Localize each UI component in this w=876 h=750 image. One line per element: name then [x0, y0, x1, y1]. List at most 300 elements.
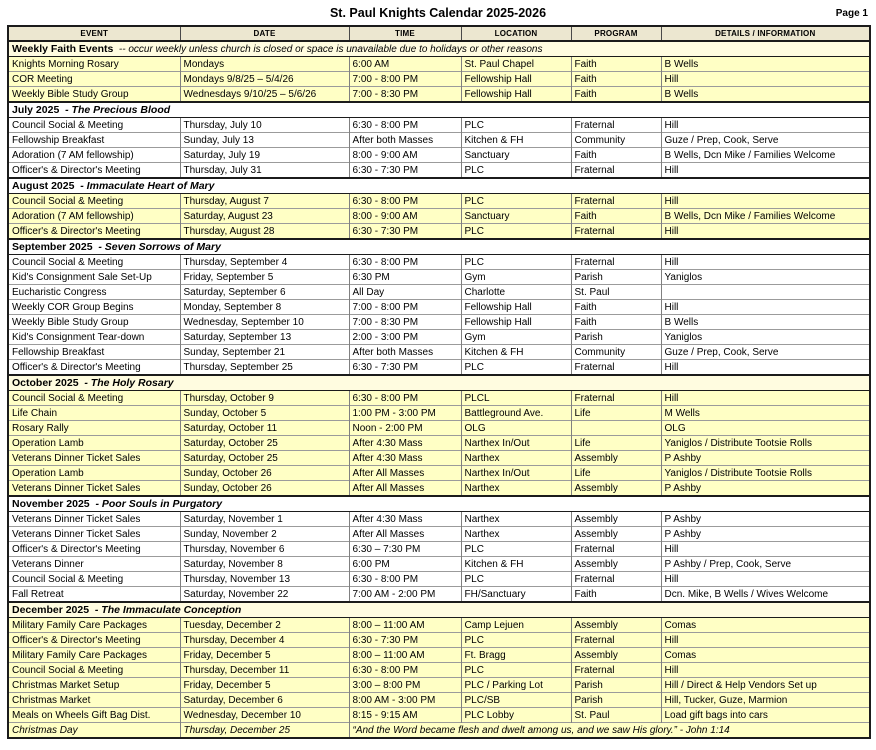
cell-event: Officer's & Director's Meeting	[8, 542, 180, 557]
column-header-program: PROGRAM	[571, 26, 661, 41]
cell-program: St. Paul	[571, 708, 661, 723]
section-title: December 2025	[12, 603, 90, 616]
cell-location: St. Paul Chapel	[461, 57, 571, 72]
cell-date: Thursday, December 11	[180, 663, 349, 678]
cell-date: Saturday, September 6	[180, 285, 349, 300]
cell-location: Sanctuary	[461, 209, 571, 224]
event-row	[8, 421, 870, 436]
cell-program: Fraternal	[571, 255, 661, 270]
cell-details: Hill	[661, 663, 870, 678]
event-row	[8, 270, 870, 285]
cell-location: PLC	[461, 194, 571, 209]
cell-program: Fraternal	[571, 163, 661, 179]
cell-location: PLC/SB	[461, 693, 571, 708]
cell-time: 6:30 - 8:00 PM	[349, 255, 461, 270]
cell-location: Battleground Ave.	[461, 406, 571, 421]
cell-time: 8:00 – 11:00 AM	[349, 648, 461, 663]
event-row	[8, 693, 870, 708]
cell-event: Fall Retreat	[8, 587, 180, 603]
cell-location: Narthex	[461, 481, 571, 497]
cell-event: Fellowship Breakfast	[8, 345, 180, 360]
cell-location: Narthex	[461, 527, 571, 542]
cell-date: Saturday, October 25	[180, 436, 349, 451]
event-row	[8, 436, 870, 451]
cell-location: Camp Lejuen	[461, 618, 571, 633]
cell-event: Weekly COR Group Begins	[8, 300, 180, 315]
cell-details: Yaniglos	[661, 270, 870, 285]
cell-event: Veterans Dinner Ticket Sales	[8, 527, 180, 542]
cell-event: Veterans Dinner Ticket Sales	[8, 512, 180, 527]
section-title: August 2025	[12, 179, 75, 192]
cell-details: Hill	[661, 255, 870, 270]
section-header-row	[8, 178, 870, 194]
cell-details: Hill	[661, 300, 870, 315]
event-row	[8, 194, 870, 209]
event-row	[8, 451, 870, 466]
section-header-cell	[8, 375, 870, 391]
cell-details: Hill	[661, 572, 870, 587]
cell-details: B Wells	[661, 315, 870, 330]
cell-event: Council Social & Meeting	[8, 572, 180, 587]
cell-program: Faith	[571, 300, 661, 315]
cell-event: COR Meeting	[8, 72, 180, 87]
event-row	[8, 663, 870, 678]
cell-event: Council Social & Meeting	[8, 194, 180, 209]
event-row	[8, 300, 870, 315]
cell-program: Fraternal	[571, 633, 661, 648]
cell-time: After All Masses	[349, 466, 461, 481]
event-row	[8, 345, 870, 360]
cell-date: Saturday, October 11	[180, 421, 349, 436]
cell-date: Thursday, November 13	[180, 572, 349, 587]
section-subtitle: - The Immaculate Conception	[89, 603, 242, 616]
cell-time: 7:00 AM - 2:00 PM	[349, 587, 461, 603]
cell-event: Veterans Dinner Ticket Sales	[8, 481, 180, 497]
event-row	[8, 285, 870, 300]
section-header-cell	[8, 102, 870, 118]
cell-location: PLC	[461, 163, 571, 179]
cell-date: Tuesday, December 2	[180, 618, 349, 633]
cell-time: After 4:30 Mass	[349, 436, 461, 451]
event-row	[8, 224, 870, 240]
cell-details: Load gift bags into cars	[661, 708, 870, 723]
cell-location: Fellowship Hall	[461, 315, 571, 330]
cell-program: Assembly	[571, 481, 661, 497]
cell-time: After both Masses	[349, 345, 461, 360]
cell-details: P Ashby	[661, 527, 870, 542]
page-header	[0, 0, 876, 25]
cell-date: Thursday, July 31	[180, 163, 349, 179]
cell-date: Saturday, September 13	[180, 330, 349, 345]
page-number-label: Page 1	[835, 8, 868, 19]
cell-program: Fraternal	[571, 391, 661, 406]
cell-location: Ft. Bragg	[461, 648, 571, 663]
cell-date: Mondays	[180, 57, 349, 72]
cell-event: Christmas Market	[8, 693, 180, 708]
event-row	[8, 315, 870, 330]
cell-date: Saturday, November 22	[180, 587, 349, 603]
cell-program: Community	[571, 345, 661, 360]
cell-event: Officer's & Director's Meeting	[8, 360, 180, 376]
cell-program: Life	[571, 466, 661, 481]
cell-location: PLC	[461, 255, 571, 270]
cell-location: Charlotte	[461, 285, 571, 300]
cell-time: 6:30 - 7:30 PM	[349, 163, 461, 179]
cell-time: 6:30 - 7:30 PM	[349, 224, 461, 240]
cell-details: B Wells	[661, 87, 870, 103]
cell-location: PLC	[461, 224, 571, 240]
cell-location: PLC	[461, 360, 571, 376]
cell-location: FH/Sanctuary	[461, 587, 571, 603]
event-row	[8, 391, 870, 406]
event-row	[8, 163, 870, 179]
cell-time: 8:00 - 9:00 AM	[349, 209, 461, 224]
cell-event: Life Chain	[8, 406, 180, 421]
cell-details: Hill	[661, 72, 870, 87]
section-header-row	[8, 41, 870, 57]
cell-date: Thursday, September 4	[180, 255, 349, 270]
cell-program	[571, 421, 661, 436]
cell-program: Faith	[571, 209, 661, 224]
cell-location: PLCL	[461, 391, 571, 406]
cell-location: Fellowship Hall	[461, 72, 571, 87]
cell-event: Operation Lamb	[8, 436, 180, 451]
cell-event: Veterans Dinner	[8, 557, 180, 572]
column-header-row	[8, 26, 870, 41]
section-title: July 2025	[12, 103, 60, 116]
event-row	[8, 557, 870, 572]
cell-date: Saturday, July 19	[180, 148, 349, 163]
event-row	[8, 678, 870, 693]
cell-location: Narthex	[461, 451, 571, 466]
cell-event: Council Social & Meeting	[8, 391, 180, 406]
cell-time: 6:30 - 7:30 PM	[349, 633, 461, 648]
cell-date: Thursday, December 4	[180, 633, 349, 648]
cell-location: PLC / Parking Lot	[461, 678, 571, 693]
event-row	[8, 542, 870, 557]
cell-program: Assembly	[571, 451, 661, 466]
cell-date: Sunday, October 26	[180, 466, 349, 481]
cell-program: Fraternal	[571, 224, 661, 240]
cell-event: Operation Lamb	[8, 466, 180, 481]
cell-details: Hill	[661, 163, 870, 179]
cell-details: OLG	[661, 421, 870, 436]
event-row	[8, 648, 870, 663]
cell-program: Parish	[571, 693, 661, 708]
event-row	[8, 72, 870, 87]
section-header-row	[8, 496, 870, 512]
cell-time: 6:30 - 8:00 PM	[349, 663, 461, 678]
cell-event: Officer's & Director's Meeting	[8, 224, 180, 240]
section-header-row	[8, 102, 870, 118]
cell-location: Narthex In/Out	[461, 466, 571, 481]
cell-program: Assembly	[571, 648, 661, 663]
cell-time: 7:00 - 8:00 PM	[349, 300, 461, 315]
cell-program: Life	[571, 436, 661, 451]
cell-location: PLC	[461, 663, 571, 678]
cell-details: Hill	[661, 118, 870, 133]
cell-event: Council Social & Meeting	[8, 663, 180, 678]
cell-location: PLC	[461, 633, 571, 648]
cell-details: Hill	[661, 542, 870, 557]
cell-date: Sunday, July 13	[180, 133, 349, 148]
column-header-date: DATE	[180, 26, 349, 41]
event-row	[8, 330, 870, 345]
cell-location: Gym	[461, 270, 571, 285]
event-row	[8, 466, 870, 481]
cell-date: Thursday, October 9	[180, 391, 349, 406]
cell-date: Saturday, November 8	[180, 557, 349, 572]
cell-location: Gym	[461, 330, 571, 345]
cell-program: Faith	[571, 57, 661, 72]
cell-location: PLC Lobby	[461, 708, 571, 723]
cell-date: Friday, September 5	[180, 270, 349, 285]
cell-time: All Day	[349, 285, 461, 300]
cell-time: 6:30 - 7:30 PM	[349, 360, 461, 376]
cell-program: Parish	[571, 270, 661, 285]
cell-event: Christmas Market Setup	[8, 678, 180, 693]
section-header-cell	[8, 41, 870, 57]
cell-details: Guze / Prep, Cook, Serve	[661, 345, 870, 360]
column-header-time: TIME	[349, 26, 461, 41]
cell-location: Fellowship Hall	[461, 300, 571, 315]
event-row	[8, 708, 870, 723]
cell-details: Dcn. Mike, B Wells / Wives Welcome	[661, 587, 870, 603]
cell-date: Friday, December 5	[180, 678, 349, 693]
event-row	[8, 118, 870, 133]
cell-program: Faith	[571, 587, 661, 603]
cell-program: Fraternal	[571, 360, 661, 376]
cell-details: Yaniglos / Distribute Tootsie Rolls	[661, 466, 870, 481]
cell-time: After 4:30 Mass	[349, 512, 461, 527]
event-row	[8, 57, 870, 72]
section-note: -- occur weekly unless church is closed or space is unavailable due to holidays or other reasons	[113, 43, 543, 55]
cell-date: Wednesday, September 10	[180, 315, 349, 330]
event-row	[8, 148, 870, 163]
cell-program: Fraternal	[571, 118, 661, 133]
cell-details: P Ashby	[661, 481, 870, 497]
cell-date: Wednesdays 9/10/25 – 5/6/26	[180, 87, 349, 103]
cell-program: Parish	[571, 330, 661, 345]
cell-date: Sunday, October 5	[180, 406, 349, 421]
cell-details: Yaniglos / Distribute Tootsie Rolls	[661, 436, 870, 451]
cell-event: Adoration (7 AM fellowship)	[8, 148, 180, 163]
cell-time: Noon - 2:00 PM	[349, 421, 461, 436]
calendar-table	[7, 25, 871, 739]
cell-location: PLC	[461, 542, 571, 557]
cell-date: Saturday, October 25	[180, 451, 349, 466]
section-title: Weekly Faith Events	[12, 42, 114, 55]
section-header-cell	[8, 496, 870, 512]
page-title: St. Paul Knights Calendar 2025-2026	[329, 6, 547, 20]
cell-time: 6:30 – 7:30 PM	[349, 542, 461, 557]
section-header-row	[8, 602, 870, 618]
cell-program: Parish	[571, 678, 661, 693]
event-row	[8, 723, 870, 739]
cell-time: After 4:30 Mass	[349, 451, 461, 466]
cell-time: 6:30 PM	[349, 270, 461, 285]
cell-event: Adoration (7 AM fellowship)	[8, 209, 180, 224]
event-row	[8, 572, 870, 587]
cell-date: Thursday, August 28	[180, 224, 349, 240]
cell-details: Hill	[661, 391, 870, 406]
cell-event: Kid's Consignment Sale Set-Up	[8, 270, 180, 285]
cell-details: Hill	[661, 224, 870, 240]
cell-date: Thursday, July 10	[180, 118, 349, 133]
cell-event: Weekly Bible Study Group	[8, 315, 180, 330]
cell-time: 8:00 AM - 3:00 PM	[349, 693, 461, 708]
cell-time: 6:00 PM	[349, 557, 461, 572]
cell-time: 6:30 - 8:00 PM	[349, 391, 461, 406]
cell-event: Military Family Care Packages	[8, 618, 180, 633]
cell-details: P Ashby	[661, 451, 870, 466]
column-header-location: LOCATION	[461, 26, 571, 41]
event-row	[8, 133, 870, 148]
cell-details: Guze / Prep, Cook, Serve	[661, 133, 870, 148]
cell-date: Saturday, November 1	[180, 512, 349, 527]
event-row	[8, 87, 870, 103]
cell-event: Knights Morning Rosary	[8, 57, 180, 72]
section-header-cell	[8, 239, 870, 255]
cell-details: B Wells	[661, 57, 870, 72]
cell-details: Hill	[661, 194, 870, 209]
cell-location: Kitchen & FH	[461, 133, 571, 148]
cell-date: Sunday, October 26	[180, 481, 349, 497]
event-row	[8, 481, 870, 497]
cell-event: Council Social & Meeting	[8, 255, 180, 270]
cell-event: Meals on Wheels Gift Bag Dist.	[8, 708, 180, 723]
cell-time: 8:00 - 9:00 AM	[349, 148, 461, 163]
section-header-row	[8, 375, 870, 391]
cell-details: B Wells, Dcn Mike / Families Welcome	[661, 209, 870, 224]
cell-program: Faith	[571, 315, 661, 330]
cell-location: Sanctuary	[461, 148, 571, 163]
cell-details: Comas	[661, 618, 870, 633]
cell-time: After All Masses	[349, 527, 461, 542]
cell-location: PLC	[461, 118, 571, 133]
event-row	[8, 360, 870, 376]
event-row	[8, 587, 870, 603]
cell-event: Fellowship Breakfast	[8, 133, 180, 148]
section-title: October 2025	[12, 376, 79, 389]
cell-details: Hill, Tucker, Guze, Marmion	[661, 693, 870, 708]
cell-date: Saturday, August 23	[180, 209, 349, 224]
section-subtitle: - Seven Sorrows of Mary	[92, 240, 221, 253]
cell-details: M Wells	[661, 406, 870, 421]
cell-merged-quote: “And the Word became flesh and dwelt among us, and we saw His glory.” - John 1:14	[349, 723, 870, 739]
cell-time: 8:15 - 9:15 AM	[349, 708, 461, 723]
cell-program: Faith	[571, 72, 661, 87]
event-row	[8, 633, 870, 648]
cell-details: Hill	[661, 633, 870, 648]
section-subtitle: - The Precious Blood	[59, 103, 171, 116]
cell-event: Eucharistic Congress	[8, 285, 180, 300]
cell-program: Assembly	[571, 618, 661, 633]
event-row	[8, 209, 870, 224]
event-row	[8, 618, 870, 633]
event-row	[8, 255, 870, 270]
cell-event: Rosary Rally	[8, 421, 180, 436]
event-row	[8, 512, 870, 527]
cell-location: PLC	[461, 572, 571, 587]
cell-program: Life	[571, 406, 661, 421]
cell-program: Assembly	[571, 557, 661, 572]
cell-date: Sunday, September 21	[180, 345, 349, 360]
cell-details: Yaniglos	[661, 330, 870, 345]
cell-program: Fraternal	[571, 663, 661, 678]
cell-details: Hill / Direct & Help Vendors Set up	[661, 678, 870, 693]
cell-program: St. Paul	[571, 285, 661, 300]
cell-details: P Ashby	[661, 512, 870, 527]
section-subtitle: - Immaculate Heart of Mary	[74, 179, 215, 192]
cell-time: 7:00 - 8:00 PM	[349, 72, 461, 87]
cell-date: Saturday, December 6	[180, 693, 349, 708]
section-header-cell	[8, 602, 870, 618]
cell-details: Comas	[661, 648, 870, 663]
cell-location: OLG	[461, 421, 571, 436]
cell-date: Friday, December 5	[180, 648, 349, 663]
section-header-row	[8, 239, 870, 255]
cell-time: 6:30 - 8:00 PM	[349, 118, 461, 133]
section-title: September 2025	[12, 240, 93, 253]
cell-location: Narthex	[461, 512, 571, 527]
cell-date: Thursday, September 25	[180, 360, 349, 376]
cell-location: Kitchen & FH	[461, 345, 571, 360]
cell-time: 1:00 PM - 3:00 PM	[349, 406, 461, 421]
cell-time: 3:00 – 8:00 PM	[349, 678, 461, 693]
cell-date: Wednesday, December 10	[180, 708, 349, 723]
column-header-event: EVENT	[8, 26, 180, 41]
section-header-cell	[8, 178, 870, 194]
cell-date: Thursday, August 7	[180, 194, 349, 209]
cell-event: Military Family Care Packages	[8, 648, 180, 663]
event-row	[8, 406, 870, 421]
cell-program: Fraternal	[571, 194, 661, 209]
cell-program: Fraternal	[571, 572, 661, 587]
cell-time: After both Masses	[349, 133, 461, 148]
event-row	[8, 527, 870, 542]
cell-date: Monday, September 8	[180, 300, 349, 315]
column-header-details: DETAILS / INFORMATION	[661, 26, 870, 41]
cell-program: Fraternal	[571, 542, 661, 557]
cell-time: 6:00 AM	[349, 57, 461, 72]
cell-details: B Wells, Dcn Mike / Families Welcome	[661, 148, 870, 163]
cell-date: Thursday, November 6	[180, 542, 349, 557]
cell-program: Faith	[571, 87, 661, 103]
cell-time: 6:30 - 8:00 PM	[349, 572, 461, 587]
cell-time: 8:00 – 11:00 AM	[349, 618, 461, 633]
cell-program: Assembly	[571, 527, 661, 542]
cell-location: Kitchen & FH	[461, 557, 571, 572]
cell-date: Sunday, November 2	[180, 527, 349, 542]
cell-time: After All Masses	[349, 481, 461, 497]
cell-time: 7:00 - 8:30 PM	[349, 87, 461, 103]
cell-time: 2:00 - 3:00 PM	[349, 330, 461, 345]
section-title: November 2025	[12, 497, 90, 510]
cell-event: Officer's & Director's Meeting	[8, 163, 180, 179]
cell-location: Narthex In/Out	[461, 436, 571, 451]
section-subtitle: - Poor Souls in Purgatory	[89, 497, 223, 510]
cell-location: Fellowship Hall	[461, 87, 571, 103]
cell-details: Hill	[661, 360, 870, 376]
cell-program: Community	[571, 133, 661, 148]
cell-event: Council Social & Meeting	[8, 118, 180, 133]
cell-event: Veterans Dinner Ticket Sales	[8, 451, 180, 466]
cell-details: P Ashby / Prep, Cook, Serve	[661, 557, 870, 572]
cell-event: Weekly Bible Study Group	[8, 87, 180, 103]
cell-date: Mondays 9/8/25 – 5/4/26	[180, 72, 349, 87]
cell-program: Assembly	[571, 512, 661, 527]
